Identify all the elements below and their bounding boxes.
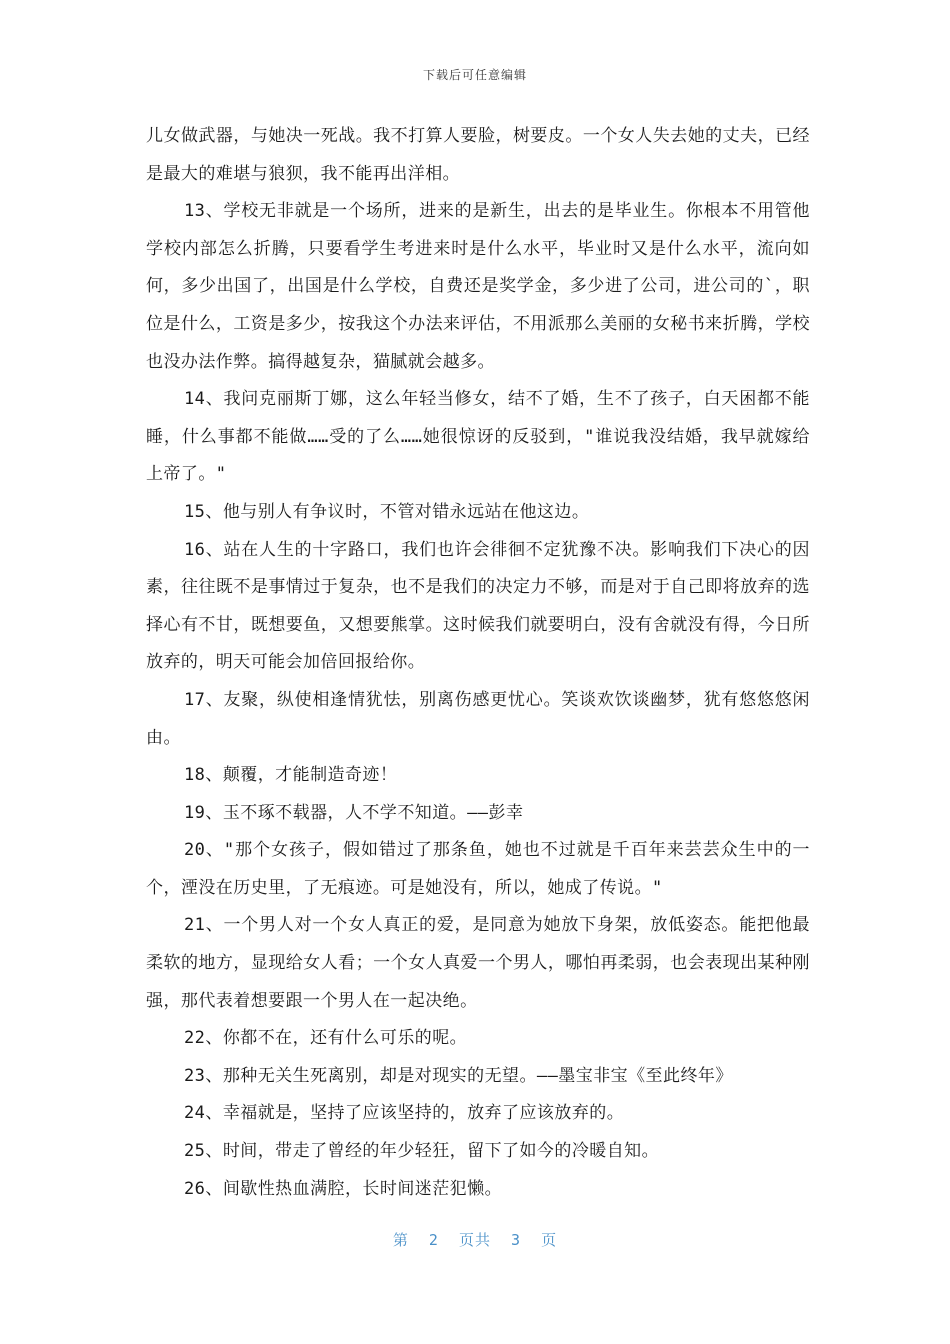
paragraph: 儿女做武器，与她决一死战。我不打算人要脸，树要皮。一个女人失去她的丈夫，已经是最大的难堪与狼狈，我不能再出洋相。 [146,126,810,184]
page-header: 下载后可任意编辑 [422,68,527,82]
paragraph: 22、你都不在，还有什么可乐的呢。 [184,1028,468,1049]
document-body [146,118,810,1208]
paragraph: 16、站在人生的十字路口，我们也许会徘徊不定犹豫不决。影响我们下决心的因素，往往既不是事情过于复杂，也不是我们的决定力不够，而是对于自己即将放弃的选择心有不甘，既想要鱼，又想要熊掌。这时候我们就要明白，没有舍就没有得，今日所放弃的，明天可能会加倍回报给你。 [146,539,810,673]
paragraph: 19、玉不琢不载器，人不学不知道。——彭幸 [184,802,524,823]
paragraph: 21、一个男人对一个女人真正的爱，是同意为她放下身架，放低姿态。能把他最柔软的地方，显现给女人看；一个女人真爱一个男人，哪怕再柔弱，也会表现出某种刚强，那代表着想要跟一个男人在一起决绝。 [146,915,810,1011]
paragraph: 20、"那个女孩子，假如错过了那条鱼，她也不过就是千百年来芸芸众生中的一个，湮没在历史里，了无痕迹。可是她没有，所以，她成了传说。" [146,840,810,898]
paragraph: 24、幸福就是，坚持了应该坚持的，放弃了应该放弃的。 [184,1103,625,1124]
paragraph: 17、友聚，纵使相逢情犹怯，别离伤感更忧心。笑谈欢饮谈幽梦，犹有悠悠悠闲由。 [146,689,810,748]
page-number-footer: 第 2 页共 3 页 [392,1231,558,1249]
paragraph: 26、间歇性热血满腔，长时间迷茫犯懒。 [184,1178,503,1199]
paragraph: 23、那种无关生死离别，却是对现实的无望。——墨宝非宝《至此终年》 [184,1065,733,1086]
paragraph: 13、学校无非就是一个场所，进来的是新生，出去的是毕业生。你根本不用管他学校内部怎么折腾，只要看学生考进来时是什么水平，毕业时又是什么水平，流向如何，多少出国了，出国是什么学校，自费还是奖学金，多少进了公司，进公司的`，职位是什么，工资是多少，按我这个办法来评估，不用派那么美丽的女秘书来折腾，学校也没办法作弊。搞得越复杂，猫腻就会越多。 [146,201,810,372]
paragraph: 18、颠覆，才能制造奇迹！ [184,765,398,786]
paragraph: 15、他与别人有争议时，不管对错永远站在他这边。 [184,501,590,522]
paragraph: 14、我问克丽斯丁娜，这么年轻当修女，结不了婚，生不了孩子，白天困都不能睡，什么事都不能做……受的了么……她很惊讶的反驳到，"谁说我没结婚，我早就嫁给上帝了。" [146,389,810,485]
paragraph: 25、时间，带走了曾经的年少轻狂，留下了如今的冷暖自知。 [184,1141,660,1162]
